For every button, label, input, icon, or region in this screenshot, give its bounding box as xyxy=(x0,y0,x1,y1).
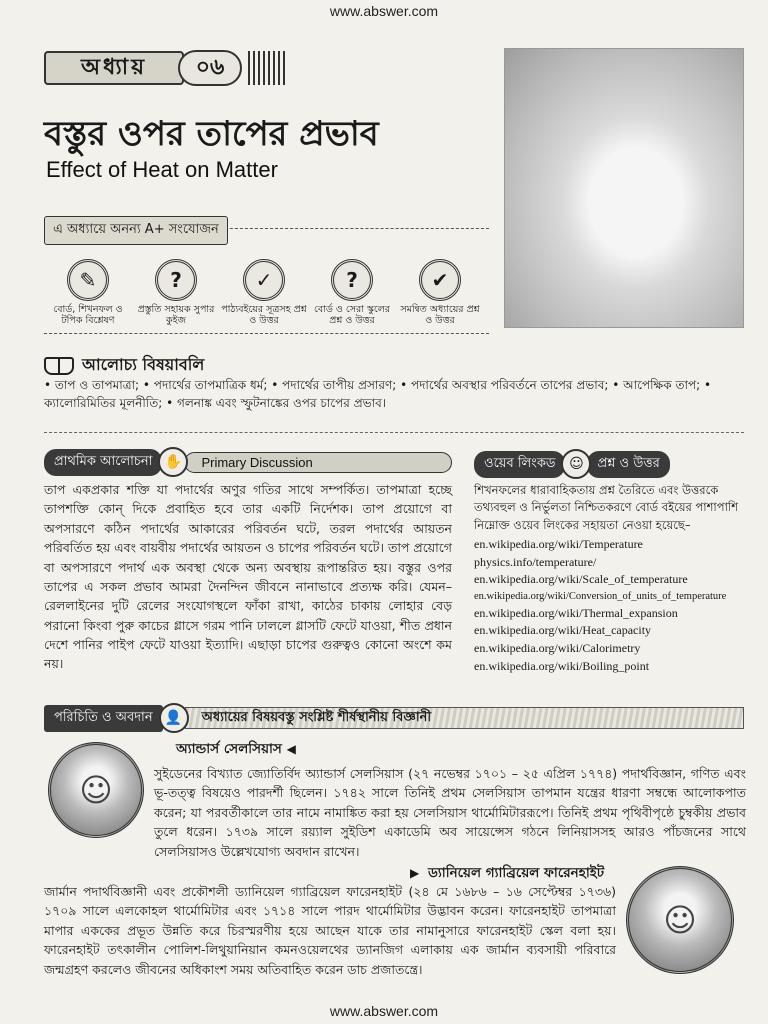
web-link[interactable]: en.wikipedia.org/wiki/Scale_of_temperature xyxy=(474,572,688,587)
qa-label: প্রশ্ন ও উত্তর xyxy=(587,451,669,478)
web-link[interactable]: en.wikipedia.org/wiki/Conversion_of_units_of_temperature xyxy=(474,591,727,602)
celsius-portrait: ☺ xyxy=(48,742,144,838)
textbook-qa-icon: ✓ xyxy=(243,259,285,301)
feature-item xyxy=(220,259,308,327)
feature-label: পাঠ্যবইয়ের সূত্রসহ প্রশ্ন ও উত্তর xyxy=(221,304,307,326)
web-link[interactable]: en.wikipedia.org/wiki/Boiling_point xyxy=(474,658,650,673)
scientist-bio-celsius: সুইডেনের বিখ্যাত জ্যোতির্বিদ অ্যান্ডার্স সেলসিয়াস (২৭ নভেম্বর ১৭০১ – ২৫ এপ্রিল ১৭৭৪) পদার্থবিজ্ঞান, গণিত এবং ভূ-তত্ত্ব বিষয়েও পারদর্শী ছিলেন। ১৭৪২ সালে তিনিই প্রথম সেলসিয়াস তাপমান যন্ত্রের ধারণা সম্বন্ধে আলোকপাত করেন; যা পরবর্তীকালে তার নামে নামাঙ্কিত করা হয় সেলসিয়াস থার্মোমিটাররূপে। তিনিই প্রথম পৃথিবীপৃষ্ঠে চুম্বকীয় প্রভাব তুলে ধরেন। ১৭৩৯ সালে রয়্যাল সুইডিশ একাডেমি অব সায়েন্সেস গঠনে লিনিয়াসসহ আরও পাঁচজনের সাথে সেলসিয়াসও উল্লেখযোগ্য অবদান রাখেন। xyxy=(154,766,746,859)
kettle-photo xyxy=(504,48,744,328)
feature-label: বোর্ড ও সেরা স্কুলের প্রশ্ন ও উত্তর xyxy=(313,304,391,326)
primary-label-bn: প্রাথমিক আলোচনা xyxy=(44,449,162,476)
web-link[interactable]: en.wikipedia.org/wiki/Heat_capacity xyxy=(474,623,652,638)
intro-heading: অধ্যায়ের বিষয়বস্তু সংশ্লিষ্ট শীর্ষস্থানীয় বিজ্ঞানী xyxy=(185,707,744,729)
site-url-bottom[interactable]: www.abswer.com xyxy=(329,1003,439,1019)
extra-features-heading: এ অধ্যায়ে অনন্য A+ সংযোজন xyxy=(44,216,228,245)
quiz-icon: ? xyxy=(155,259,197,301)
extra-features-box xyxy=(44,216,489,334)
scientist-name: অ্যান্ডার্স সেলসিয়াস xyxy=(176,741,282,757)
chapter-tag xyxy=(44,48,299,88)
school-qa-icon: ? xyxy=(331,259,373,301)
chapter-title-en: Effect of Heat on Matter xyxy=(46,157,278,182)
topics-header xyxy=(44,352,204,379)
arrow-icon: ◀ xyxy=(286,742,296,756)
web-linked-banner xyxy=(474,452,744,476)
web-label: ওয়েব লিংকড xyxy=(474,451,565,478)
chapter-label: অধ্যায় xyxy=(44,51,184,85)
introduction-banner xyxy=(44,706,744,730)
feature-label: সমন্বিত অধ্যায়ের প্রশ্ন ও উত্তর xyxy=(400,304,480,326)
divider xyxy=(44,432,744,433)
web-link[interactable]: en.wikipedia.org/wiki/Calorimetry xyxy=(474,641,641,656)
primary-discussion-text: তাপ একপ্রকার শক্তি যা পদার্থের অণুর গতির সাথে সম্পর্কিত। তাপমাত্রা হচ্ছে তাপশক্তি কোন্ দিকে প্রবাহিত হবে তার একটি নির্দেশক। তাপ প্রয়োগে বা অপসারণে কঠিন পদার্থের আকারের পরিবর্তন ঘটে, তরল পদার্থের আয়তন পরিবর্তিত হয় এবং বায়বীয় পদার্থের আয়তন ও চাপের পরিবর্তন ঘটে। তাপ প্রয়োগে বা অপসারণে পদার্থ এক অবস্থা থেকে অন্য অবস্থায় রূপান্তরিত হয়। বস্তুর ওপর তাপের এ সকল প্রভাব আমরা দৈনন্দিন জীবনে নানাভাবে প্রত্যক্ষ করি। যেমন– রেললাইনের দুটি রেলের সংযোগস্থলে ফাঁকা রাখা, কাঠের চাকায় লোহার বেড় পরানো কিংবা পুরু কাচের গ্লাসে গরম পানি ঢাললে গ্লাসটি ফেটে যাওয়া, শীত প্রধান দেশে পানির পাইপ ফেটে যাওয়া ইত্যাদি। এছাড়া চাপের গুরুত্বও কোনো অংশে কম নয়। xyxy=(44,482,452,672)
book-icon xyxy=(44,357,74,375)
topics-heading: আলোচ্য বিষয়াবলি xyxy=(82,355,205,374)
link-list xyxy=(474,536,744,676)
hand-icon: ✋ xyxy=(158,447,188,477)
silhouette-icon: 👤 xyxy=(159,703,189,733)
primary-label-en: Primary Discussion xyxy=(184,452,452,473)
site-url-top[interactable]: www.abswer.com xyxy=(329,3,439,19)
primary-discussion-banner xyxy=(44,450,452,474)
web-link[interactable]: en.wikipedia.org/wiki/Thermal_expansion xyxy=(474,605,678,620)
feature-label: প্রস্তুতি সহায়ক সুপার কুইজ xyxy=(137,304,215,326)
web-intro: শিখনফলের ধারাবাহিকতায় প্রশ্ন তৈরিতে এবং উত্তরকে তথ্যবহুল ও নির্ভুলতা নিশ্চিতকরণে বোর্ড বইয়ের পাশাপাশি নিম্নোক্ত ওয়েব লিংকের সহায়তা নেওয়া হয়েছে– xyxy=(474,483,739,532)
board-analysis-icon: ✎ xyxy=(67,259,109,301)
barcode-decoration xyxy=(248,51,288,85)
arrow-icon: ▶ xyxy=(410,866,420,880)
scientist-name-celsius xyxy=(176,738,300,761)
feature-item xyxy=(308,259,396,327)
feature-item xyxy=(396,259,484,327)
chapter-title-bn: বস্তুর ওপর তাপের প্রভাব xyxy=(44,114,379,154)
feature-label: বোর্ড, শিখনফল ও টপিক বিশ্লেষণ xyxy=(53,304,123,326)
fahrenheit-portrait: ☺ xyxy=(626,866,734,974)
intro-label: পরিচিতি ও অবদান xyxy=(44,705,163,732)
web-links-section xyxy=(474,482,744,676)
scientist-bio-fahrenheit: জার্মান পদার্থবিজ্ঞানী এবং প্রকৌশলী ড্যানিয়েল গ্যাব্রিয়েল ফারেনহাইট (২৪ মে ১৬৮৬ – ১৬ সেপ্টেম্বর ১৭৩৬) ১৭০৯ সালে এলকোহল থার্মোমিটার এবং ১৭১৪ সালে পারদ থার্মোমিটার উদ্ভাবন করেন। ফারেনহাইট তাপমাত্রা মাপার এককের প্রভূত উন্নতি করে চিরস্মরণীয় হয়ে আছেন যাকে তার নামানুসারে ফারেনহাইট স্কেল বলা হয়। ফারেনহাইট তৎকালীন পোলিশ-লিথুয়ানিয়ান কমনওয়েলথের ড্যানজিগ এলাকায় এক জার্মান ব্যবসায়ী পরিবারে জন্মগ্রহণ করলেও জীবনের অধিকাংশ সময় অতিবাহিত করেন ডাচ প্রজাতন্ত্রে। xyxy=(44,884,616,977)
web-link[interactable]: physics.info/temperature/ xyxy=(474,554,597,569)
feature-icons-row xyxy=(44,259,484,327)
topics-list: • তাপ ও তাপমাত্রা; • পদার্থের তাপমাত্রিক ধর্ম; • পদার্থের তাপীয় প্রসারণ; • পদার্থের অবস্থার পরিবর্তনে তাপের প্রভাব; • আপেক্ষিক তাপ; • ক্যালোরিমিতির মূলনীতি; • গলনাঙ্ক এবং স্ফুটনাঙ্কের ওপর চাপের প্রভাব। xyxy=(44,378,712,410)
divider xyxy=(44,333,489,334)
feature-item xyxy=(132,259,220,327)
web-link[interactable]: en.wikipedia.org/wiki/Temperature xyxy=(474,536,643,551)
chapter-number: ০৬ xyxy=(178,50,242,86)
feature-item xyxy=(44,259,132,327)
integrated-qa-icon: ✔ xyxy=(419,259,461,301)
scientist-name: ড্যানিয়েল গ্যাব্রিয়েল ফারেনহাইট xyxy=(427,865,605,881)
person-icon: ☺ xyxy=(561,449,591,479)
